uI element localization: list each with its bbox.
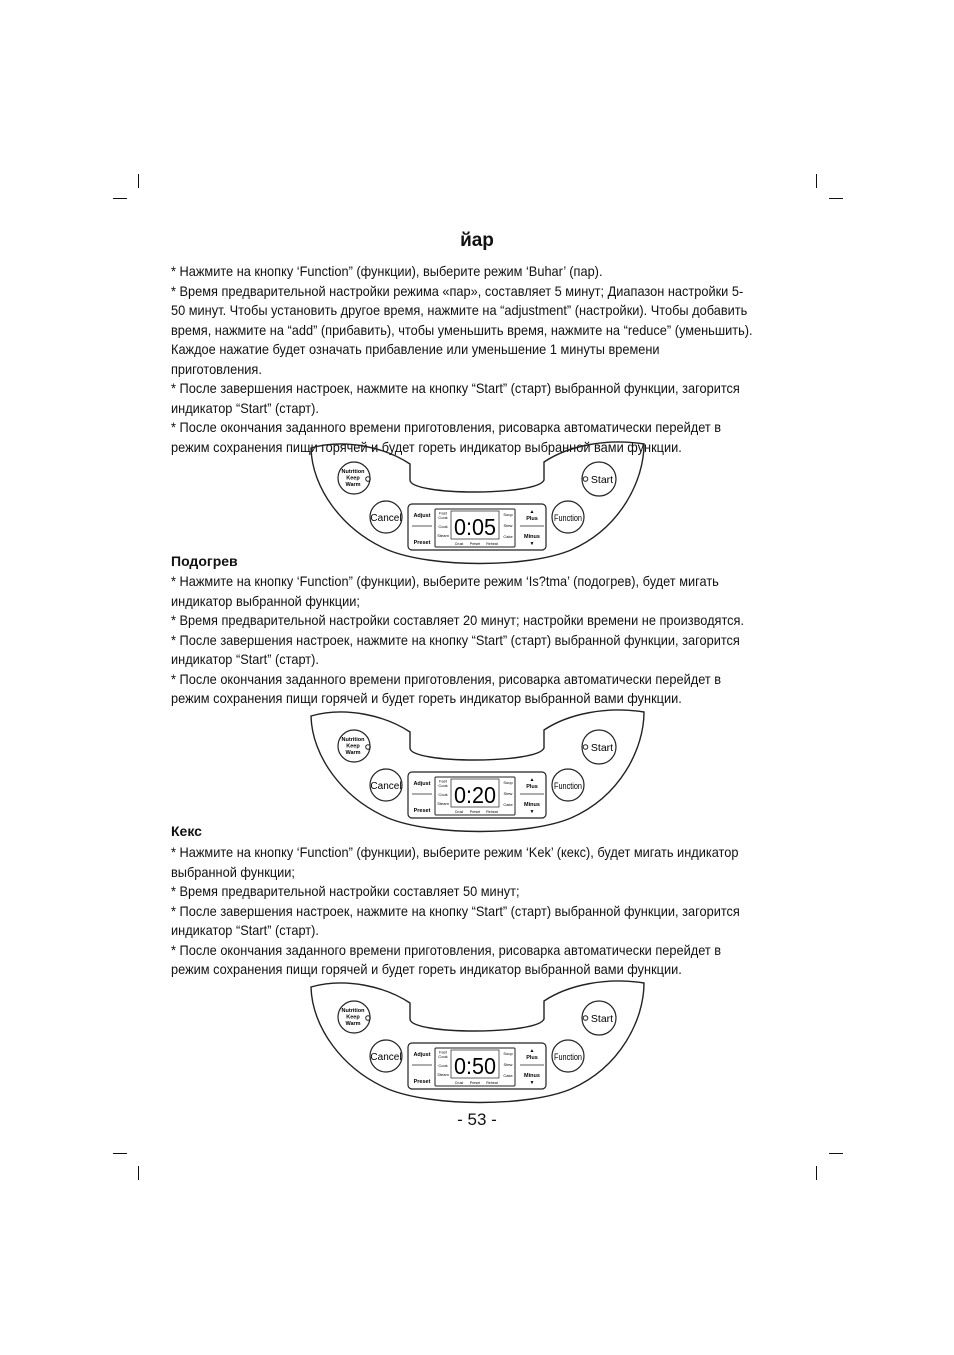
crop-mark [138,174,139,188]
plus-arrow-icon: ▲ [529,1048,535,1054]
mode-fast-cook: Fast [439,510,447,516]
function-label: Function [554,1052,582,1062]
minus-arrow-icon: ▼ [529,541,535,547]
plus-arrow-icon: ▲ [529,509,535,515]
mode-cake: Cake [503,802,513,807]
mode-reheat: Reheat [486,1081,498,1085]
mode-fast-cook: Fast [439,778,447,784]
minus-label: Minus [524,534,540,540]
crop-mark [816,1166,817,1180]
warm-label: Warm [345,1021,361,1027]
start-indicator-icon [583,745,588,750]
start-label: Start [590,742,614,754]
mode-soup: Soup [503,512,513,517]
control-panel-drawing [306,708,652,838]
mode-soup: Soup [503,780,513,785]
control-panel [306,708,652,838]
cancel-label: Cancel [370,513,402,524]
mode-cook: Cook [438,792,448,797]
paragraph: * Время предварительной настройки составляет 20 минут; настройки времени не производятся. [171,613,745,628]
start-indicator-icon [583,1016,588,1021]
mode-cook: Cook [438,524,448,529]
nutrition-label: Nutrition [341,1008,365,1014]
preset-label: Preset [413,808,431,814]
mode-fast-cook: Cook [438,783,448,788]
mode-steam: Steam [437,533,449,538]
keep-label: Keep [346,475,360,482]
mode-stew: Stew [503,523,513,528]
mode-soup: Soup [503,1051,513,1056]
keep-label: Keep [346,743,360,750]
paragraph: * После окончания заданного времени приготовления, рисоварка автоматически перейдет в режим сохранения пищи горячей и будет гореть индикатор выбранной вами функции. [171,420,722,455]
keep-label: Keep [346,1014,360,1021]
preset-label: Preset [413,540,431,546]
warm-label: Warm [345,750,361,756]
section-title: Подогрев [171,553,238,569]
page-number: - 53 - [457,1110,497,1129]
time-readout: 0:05 [454,514,496,540]
plus-arrow-icon: ▲ [529,777,535,783]
crop-mark [138,1166,139,1180]
plus-label: Plus [526,516,538,522]
page-heading: йар [460,230,494,251]
paragraph: * После окончания заданного времени приготовления, рисоварка автоматически перейдет в режим сохранения пищи горячей и будет гореть индикатор выбранной вами функции. [171,942,722,977]
mode-cake: Cake [503,534,513,539]
plus-label: Plus [526,784,538,790]
mode-fast-cook: Fast [439,1049,447,1055]
adjust-label: Adjust [413,513,431,519]
control-panel-drawing [306,979,652,1109]
minus-arrow-icon: ▼ [529,809,535,815]
mode-crust: Crust [454,1081,464,1085]
minus-label: Minus [524,802,540,808]
mode-steam: Steam [437,1072,449,1077]
crop-mark [113,198,127,199]
crop-mark [829,1153,843,1154]
control-panel [306,979,652,1109]
adjust-label: Adjust [413,1052,431,1058]
start-indicator-icon [583,477,588,482]
section-paragraphs [171,262,754,457]
time-readout: 0:50 [454,1053,496,1079]
mode-preset: Preset [469,810,481,814]
warm-label: Warm [345,482,361,488]
start-label: Start [590,1013,614,1025]
section-paragraphs [171,843,754,980]
mode-preset: Preset [469,542,481,546]
function-label: Function [554,781,582,791]
mode-crust: Crust [454,542,464,546]
nutrition-label: Nutrition [341,737,365,743]
paragraph: * После завершения настроек, нажмите на кнопку “Start” (старт) выбранной функции, загорится индикатор “Start” (старт). [171,903,740,938]
crop-mark [113,1153,127,1154]
function-label: Function [554,513,582,523]
paragraph: * Нажмите на кнопку ‘Function” (функции), выберите режим ‘Buhar’ (пар). [171,264,603,279]
control-panel-drawing [306,440,652,570]
mode-reheat: Reheat [486,542,498,546]
minus-label: Minus [524,1073,540,1079]
plus-label: Plus [526,1055,538,1061]
paragraph: * Нажмите на кнопку ‘Function” (функции), выберите режим ‘Kek’ (кекс), будет мигать индикатор выбранной функции; [171,845,739,880]
mode-crust: Crust [454,810,464,814]
minus-arrow-icon: ▼ [529,1080,535,1086]
paragraph: * Нажмите на кнопку ‘Function” (функции), выберите режим ‘Is?tma’ (подогрев), будет мигать индикатор выбранной функции; [171,574,719,609]
paragraph: * Время предварительной настройки режима «пар», составляет 5 минут; Диапазон настройки 5-50 минут. Чтобы установить другое время, нажмите на “adjustment” (настройки). Чтобы добавить время, нажмите на “add” (прибавить), чтобы уменьшить время, нажмите на “reduce” (уменьшить). Каждое нажатие будет означать прибавление или уменьшение 1 минуты времени приготовления. [171,283,753,377]
mode-preset: Preset [469,1081,481,1085]
nutrition-label: Nutrition [341,469,365,475]
start-label: Start [590,474,614,486]
mode-cook: Cook [438,1063,448,1068]
time-readout: 0:20 [454,782,496,808]
mode-steam: Steam [437,801,449,806]
preset-label: Preset [413,1079,431,1085]
crop-mark [829,198,843,199]
control-panel [306,440,652,570]
crop-mark [816,174,817,188]
mode-stew: Stew [503,791,513,796]
paragraph: * Время предварительной настройки составляет 50 минут; [171,884,520,899]
mode-reheat: Reheat [486,810,498,814]
paragraph: * После окончания заданного времени приготовления, рисоварка автоматически перейдет в режим сохранения пищи горячей и будет гореть индикатор выбранной вами функции. [171,671,722,706]
mode-stew: Stew [503,1062,513,1067]
mode-cake: Cake [503,1073,513,1078]
section-title: Кекс [171,823,202,839]
paragraph: * После завершения настроек, нажмите на кнопку “Start” (старт) выбранной функции, загорится индикатор “Start” (старт). [171,632,740,667]
paragraph: * После завершения настроек, нажмите на кнопку “Start” (старт) выбранной функции, загорится индикатор “Start” (старт). [171,381,740,416]
mode-fast-cook: Cook [438,1054,448,1059]
cancel-label: Cancel [370,1052,402,1063]
cancel-label: Cancel [370,781,402,792]
adjust-label: Adjust [413,781,431,787]
mode-fast-cook: Cook [438,515,448,520]
section-paragraphs [171,572,754,709]
